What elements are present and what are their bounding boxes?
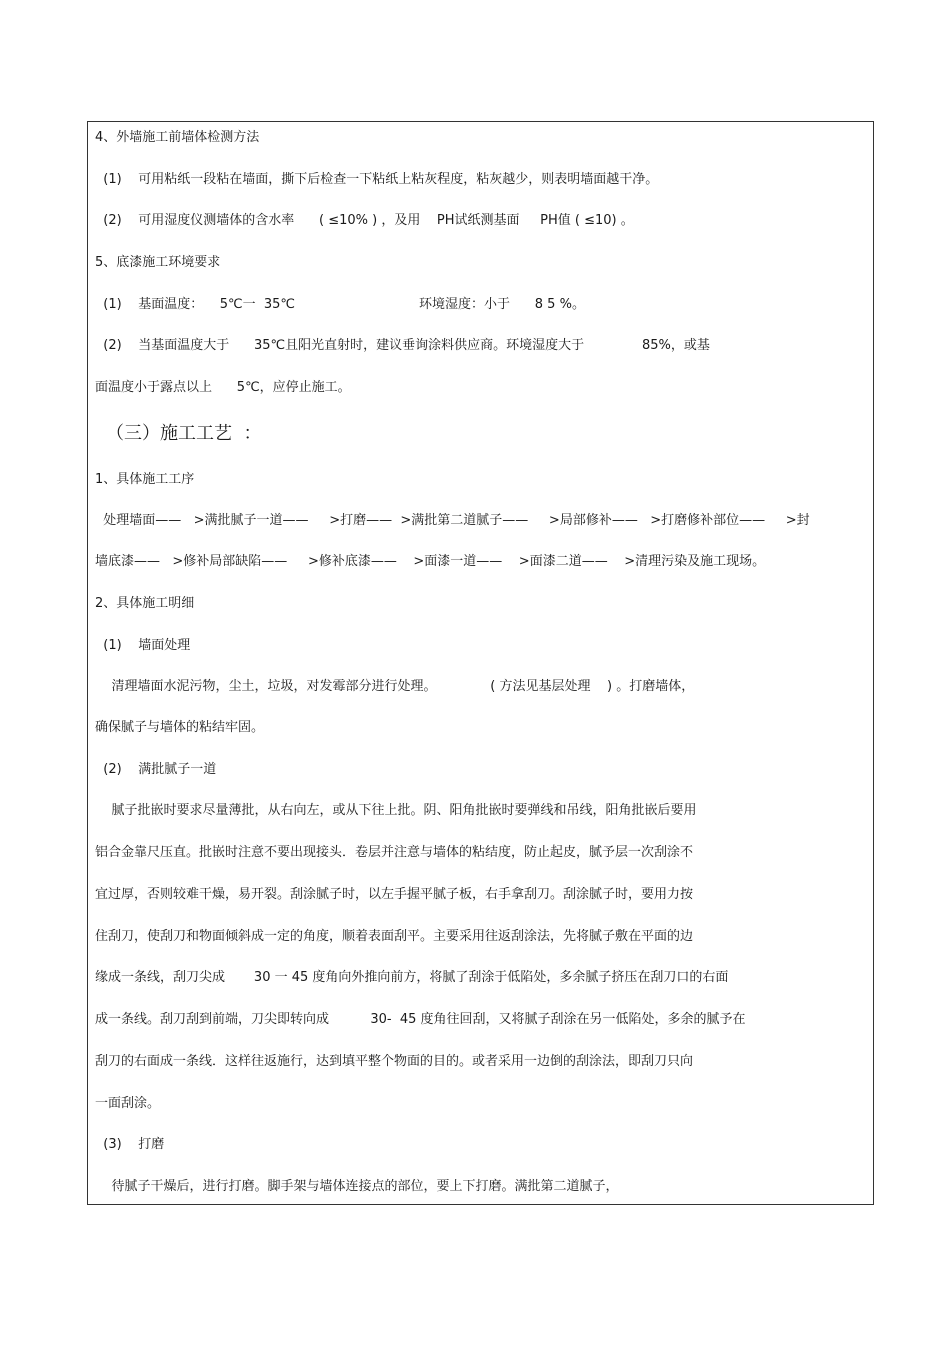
paragraph-line: 成一条线。刮刀刮到前端，刀尖即转向成 30- 45 度角往回刮，又将腻子刮涂在另一低陷处，多余的腻予在 bbox=[95, 1012, 746, 1027]
process-line: 墙底漆—— >修补局部缺陷—— >修补底漆—— >面漆一道—— >面漆二道—— >清理污染及施工现场。 bbox=[95, 554, 766, 569]
paragraph-line: 缘成一条线，刮刀尖成 30 一 45 度角向外推向前方，将腻了刮涂于低陷处，多余腻子挤压在刮刀口的右面 bbox=[95, 970, 729, 985]
paragraph-line: 宜过厚，否则较难干燥，易开裂。刮涂腻子时，以左手握平腻子板，右手拿刮刀。刮涂腻子时，要用力按 bbox=[95, 887, 694, 902]
subheading-2: 2、具体施工明细 bbox=[95, 596, 195, 611]
paragraph-line: 清理墙面水泥污物，尘土，垃圾，对发霉部分进行处理。 ( 方法见基层处理 ) 。打磨墙体， bbox=[95, 679, 695, 694]
paragraph-line: (2) 当基面温度大于 35℃且阳光直射时，建议垂询涂料供应商。环境湿度大于 85%，或基 bbox=[95, 338, 710, 353]
process-line: 处理墙面—— >满批腻子一道—— >打磨—— >满批第二道腻子—— >局部修补—— >打磨修补部位—— >封 bbox=[95, 513, 810, 528]
item-heading: (2) 满批腻子一道 bbox=[95, 762, 217, 777]
paragraph-line: 铝合金靠尺压直。批嵌时注意不要出现接头．卷层并注意与墙体的粘结度，防止起皮，腻予层一次刮涂不 bbox=[95, 845, 694, 860]
subheading-1: 1、具体施工工序 bbox=[95, 472, 195, 487]
paragraph-line: 确保腻子与墙体的粘结牢固。 bbox=[95, 720, 265, 735]
paragraph-line: 一面刮涂。 bbox=[95, 1096, 161, 1111]
item-heading: (1) 墙面处理 bbox=[95, 638, 191, 653]
section-heading-4: 4、外墙施工前墙体检测方法 bbox=[95, 130, 260, 145]
section-heading-3: （三）施工工艺 ： bbox=[106, 423, 262, 444]
paragraph-line: 腻子批嵌时要求尽量薄批，从右向左，或从下往上批。阴、阳角批嵌时要弹线和吊线，阳角批嵌后要用 bbox=[95, 803, 697, 818]
paragraph-line: 刮刀的右面成一条线．这样往返施行，达到填平整个物面的目的。或者采用一边倒的刮涂法，即刮刀只向 bbox=[95, 1054, 694, 1069]
paragraph-line: 待腻子干燥后，进行打磨。脚手架与墙体连接点的部位，要上下打磨。满批第二道腻子， bbox=[95, 1179, 619, 1194]
paragraph-line: 面温度小于露点以上 5℃，应停止施工。 bbox=[95, 380, 351, 395]
paragraph-line: (2) 可用湿度仪测墙体的含水率 ( ≤10% ) ，及用 PH试纸测基面 PH值 ( ≤10) 。 bbox=[95, 213, 634, 228]
paragraph-line: (1) 基面温度： 5℃一 35℃ 环境湿度：小于 8 5 %。 bbox=[95, 297, 585, 312]
section-heading-5: 5、底漆施工环境要求 bbox=[95, 255, 221, 270]
document-frame bbox=[87, 121, 874, 1205]
paragraph-line: 住刮刀，使刮刀和物面倾斜成一定的角度，顺着表面刮平。主要采用往返刮涂法，先将腻子敷在平面的边 bbox=[95, 929, 694, 944]
item-heading: (3) 打磨 bbox=[95, 1137, 165, 1152]
paragraph-line: (1) 可用粘纸一段粘在墙面，撕下后检查一下粘纸上粘灰程度，粘灰越少，则表明墙面越干净。 bbox=[95, 172, 659, 187]
